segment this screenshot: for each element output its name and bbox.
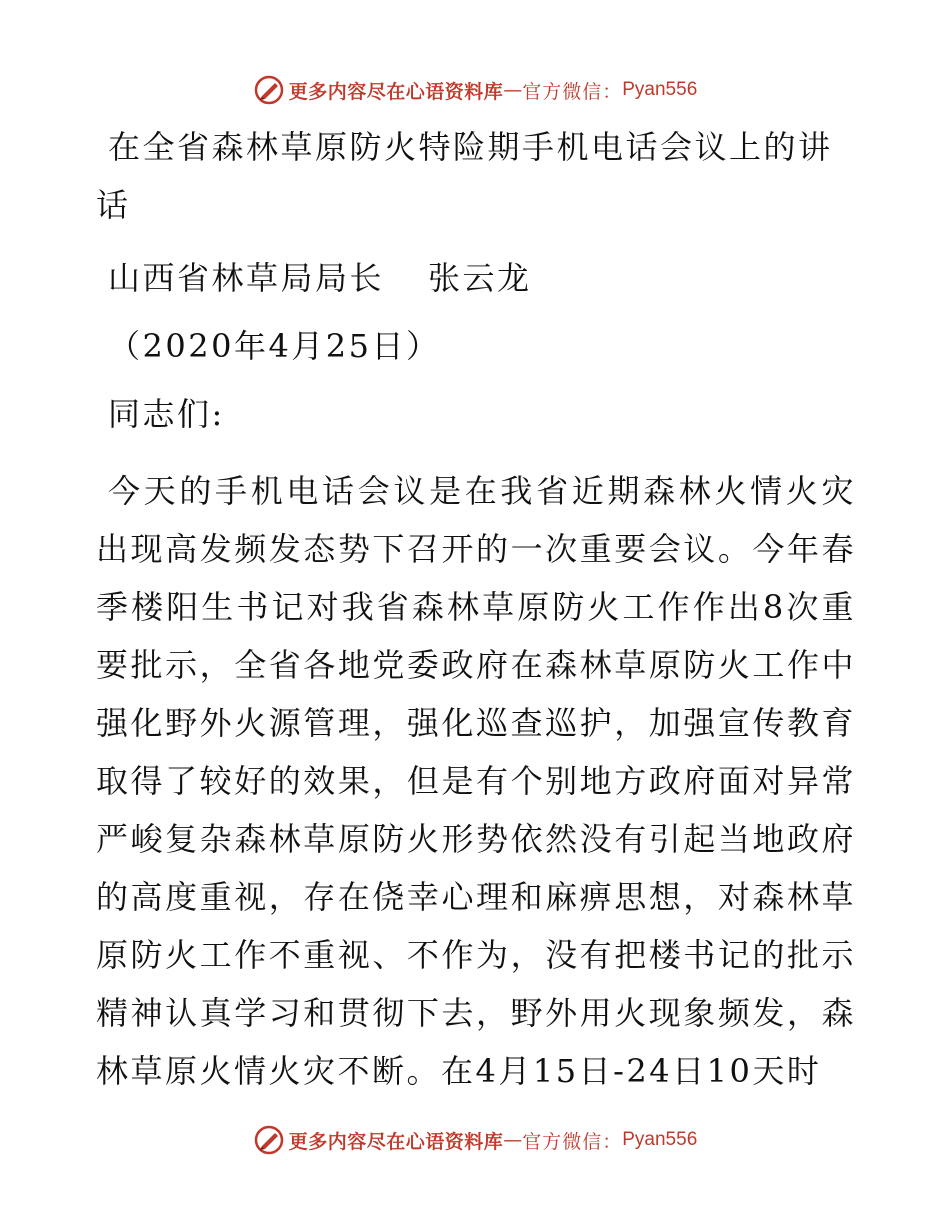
author-name: 张云龙: [428, 259, 532, 297]
watermark-separator: —: [503, 79, 523, 101]
footer-watermark: [0, 1122, 950, 1158]
title-line-2: 话: [96, 186, 131, 224]
document-title: [96, 118, 856, 234]
greeting: 同志们:: [108, 395, 225, 433]
body-paragraph: 今天的手机电话会议是在我省近期森林火情火灾出现高发频发态势下召开的一次重要会议。今年春季楼阳生书记对我省森林草原防火工作作出8次重要批示，全省各地党委政府在森林草原防火工作中强化野外火源管理，强化巡查巡护，加强宣传教育取得了较好的效果，但是有个别地方政府面对异常严峻复杂森林草原防火形势依然没有引起当地政府的高度重视，存在侥幸心理和麻痹思想，对森林草原防火工作不重视、不作为，没有把楼书记的批示精神认真学习和贯彻下去，野外用火现象频发，森林草原火情火灾不断。在4月15日-24日10天时: [96, 472, 856, 1090]
watermark-main-text: 更多内容尽在心语资料库: [288, 80, 504, 103]
watermark-wechat-id: Pyan556: [622, 1129, 698, 1150]
document-body: [96, 118, 856, 1100]
watermark-main-text: 更多内容尽在心语资料库: [288, 1130, 504, 1153]
watermark-sub-text: 官方微信：: [522, 80, 623, 103]
watermark-separator: —: [503, 1129, 523, 1151]
header-watermark: [0, 72, 950, 108]
title-line-1: 在全省森林草原防火特险期手机电话会议上的讲: [108, 128, 833, 166]
speech-date: （2020年4月25日）: [108, 327, 441, 365]
author-line: [96, 258, 856, 298]
pen-logo-icon: [253, 1124, 285, 1156]
author-role: 山西省林草局局长: [108, 259, 385, 297]
watermark-wechat-id: Pyan556: [622, 79, 698, 100]
watermark-sub-text: 官方微信：: [522, 1130, 623, 1153]
pen-logo-icon: [253, 74, 285, 106]
